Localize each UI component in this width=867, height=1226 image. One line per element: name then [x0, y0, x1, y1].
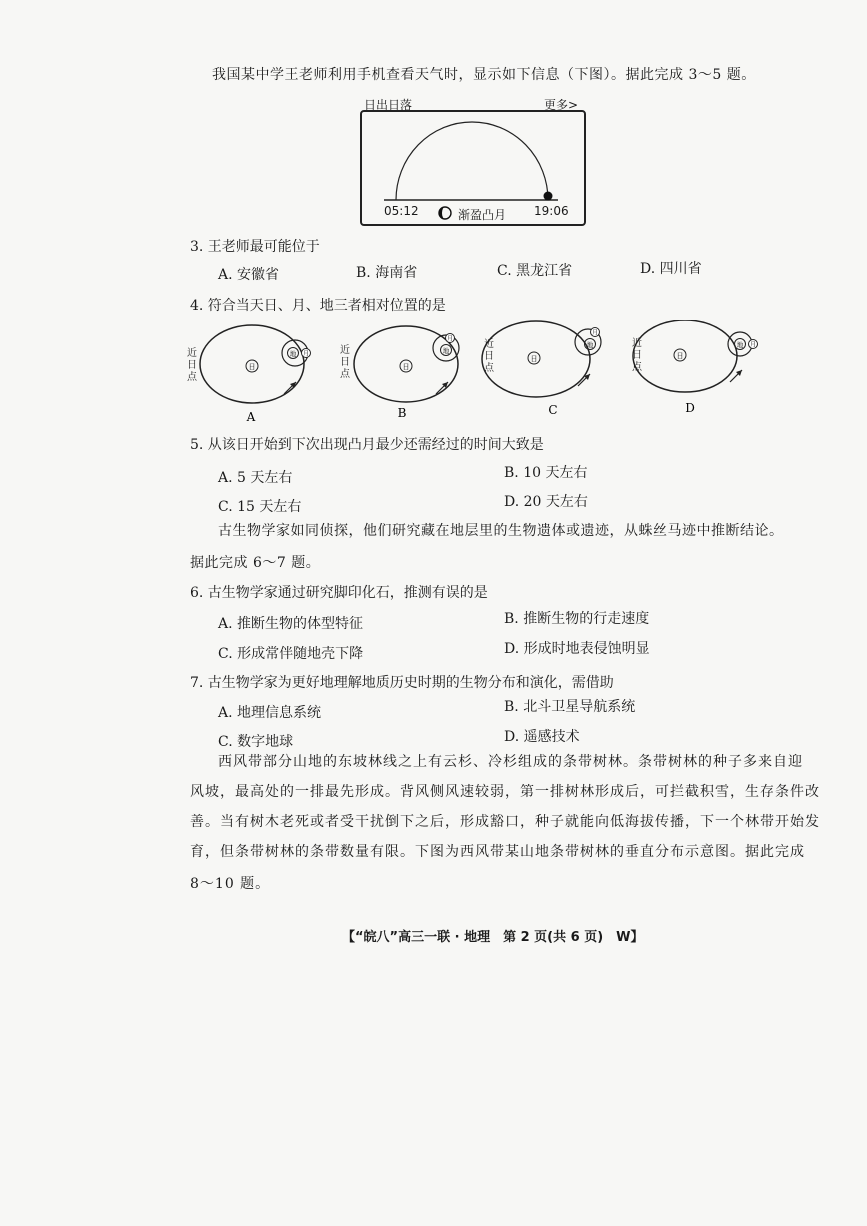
- q6-option-a[interactable]: A. 推断生物的体型特征: [218, 616, 364, 632]
- moon-label-b: 月: [446, 335, 454, 343]
- intro-8-10-line3: 善。当有树木老死或者受干扰倒下之后，形成豁口，种子就能向低海拔传播，下一个林带开始发: [190, 814, 820, 830]
- sun-label-d: 日: [676, 352, 684, 360]
- intro-8-10-line5: 8～10 题。: [190, 876, 271, 892]
- q7-option-c[interactable]: C. 数字地球: [218, 734, 294, 750]
- diagram-label-d: D: [685, 401, 695, 415]
- q3-option-a[interactable]: A. 安徽省: [218, 267, 280, 283]
- q7-option-b[interactable]: B. 北斗卫星导航系统: [504, 699, 636, 715]
- diagram-label-b: B: [397, 406, 407, 420]
- earth-label-c: 地: [586, 341, 594, 349]
- q7-stem: 7. 古生物学家为更好地理解地质历史时期的生物分布和演化，需借助: [190, 675, 614, 691]
- perihelion-label-a: 近日点: [187, 348, 197, 383]
- intro-questions-3-5: 我国某中学王老师利用手机查看天气时，显示如下信息（下图）。据此完成 3～5 题。: [212, 67, 756, 83]
- earth-label-b: 地: [442, 347, 450, 355]
- sun-label-c: 日: [530, 355, 538, 363]
- diagram-label-c: C: [548, 403, 558, 417]
- q5-option-b[interactable]: B. 10 天左右: [504, 465, 588, 481]
- sun-label-b: 日: [402, 363, 410, 371]
- perihelion-label-c: 近日点: [484, 339, 494, 374]
- intro-6-7-line1: 古生物学家如同侦探，他们研究藏在地层里的生物遗体或遗迹，从蛛丝马迹中推断结论。: [218, 523, 784, 539]
- orbit-diagram-d[interactable]: [633, 320, 758, 415]
- chevron-right-icon: >: [568, 98, 579, 112]
- q6-option-c[interactable]: C. 形成常伴随地壳下降: [218, 646, 364, 662]
- sun-label-a: 日: [248, 363, 256, 371]
- orbit-ellipse-d: [633, 320, 737, 392]
- q4-stem: 4. 符合当天日、月、地三者相对位置的是: [190, 298, 446, 314]
- intro-8-10-line4: 育，但条带树林的条带数量有限。下图为西风带某山地条带树林的垂直分布示意图。据此完成: [190, 844, 805, 860]
- q6-stem: 6. 古生物学家通过研究脚印化石，推测有误的是: [190, 585, 488, 601]
- widget-title: 日出日落: [364, 98, 413, 112]
- intro-6-7-line2: 据此完成 6～7 题。: [190, 555, 321, 571]
- q6-option-b[interactable]: B. 推断生物的行走速度: [504, 611, 650, 627]
- moon-label-a: 月: [302, 350, 310, 358]
- earth-label-a: 地: [289, 350, 297, 358]
- q5-stem: 5. 从该日开始到下次出现凸月最少还需经过的时间大致是: [190, 437, 544, 453]
- moon-phase-label: 渐盈凸月: [458, 208, 507, 222]
- diagram-label-a: A: [246, 410, 256, 424]
- page-footer: 【“皖八”高三一联 · 地理 第 2 页(共 6 页) W】: [342, 930, 644, 945]
- q5-option-a[interactable]: A. 5 天左右: [218, 470, 293, 486]
- q5-option-c[interactable]: C. 15 天左右: [218, 499, 302, 515]
- orbit-diagram-b[interactable]: [354, 326, 459, 420]
- moon-label-c: 月: [591, 329, 599, 337]
- sunrise-sunset-widget: [360, 110, 586, 226]
- perihelion-label-d: 近日点: [632, 338, 642, 373]
- q7-option-d[interactable]: D. 遥感技术: [504, 729, 580, 745]
- more-link: 更多: [544, 98, 569, 112]
- intro-8-10-line1: 西风带部分山地的东坡林线之上有云杉、冷杉组成的条带树林。条带树林的种子多来自迎: [218, 754, 803, 770]
- sun-position-dot: [544, 192, 553, 201]
- q7-option-a[interactable]: A. 地理信息系统: [218, 705, 322, 721]
- q5-option-d[interactable]: D. 20 天左右: [504, 494, 588, 510]
- earth-label-d: 地: [736, 341, 744, 349]
- moon-label-d: 月: [749, 341, 757, 349]
- orbit-diagrams: [180, 320, 780, 430]
- perihelion-label-b: 近日点: [340, 345, 350, 380]
- sunrise-time: 05:12: [384, 204, 419, 218]
- q3-option-d[interactable]: D. 四川省: [640, 261, 702, 277]
- orbit-diagram-c[interactable]: [482, 321, 601, 417]
- intro-8-10-line2: 风坡，最高处的一排最先形成。背风侧风速较弱，第一排树林形成后，可拦截积雪，生存条件改: [190, 784, 820, 800]
- q6-option-d[interactable]: D. 形成时地表侵蚀明显: [504, 641, 650, 657]
- q3-option-b[interactable]: B. 海南省: [356, 265, 418, 281]
- q3-option-c[interactable]: C. 黑龙江省: [497, 263, 573, 279]
- moon-phase-icon: [439, 207, 451, 219]
- sun-arc: [396, 122, 548, 200]
- sunset-time: 19:06: [534, 204, 569, 218]
- q3-stem: 3. 王老师最可能位于: [190, 239, 320, 255]
- orbit-diagram-a[interactable]: [200, 325, 311, 424]
